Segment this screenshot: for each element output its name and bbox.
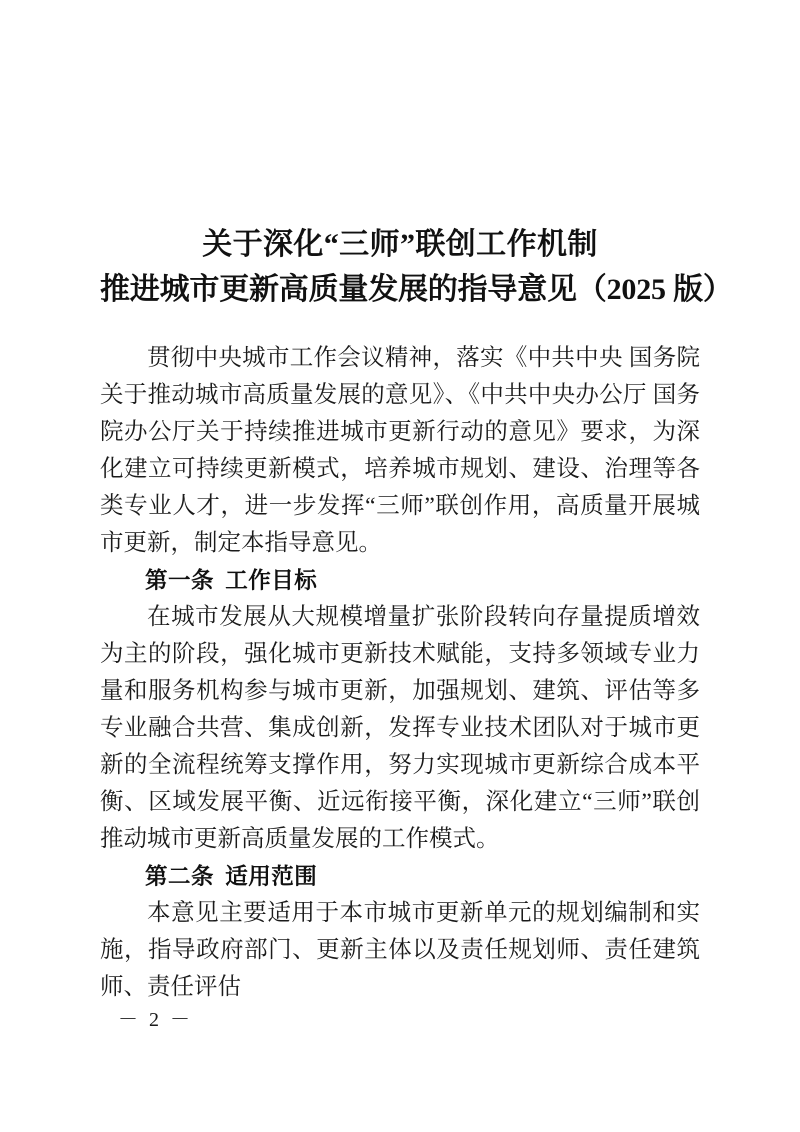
article-one-body: 在城市发展从大规模增量扩张阶段转向存量提质增效为主的阶段，强化城市更新技术赋能，支持多领域专业力量和服务机构参与城市更新，加强规划、建筑、评估等多专业融合共营、集成创新，发挥专业技术团队对于城市更新的全流程统筹支撑作用，努力实现城市更新综合成本平衡、区域发展平衡、近远衔接平衡，深化建立“三师”联创推动城市更新高质量发展的工作模式。 xyxy=(100,604,700,852)
article-two-number: 第二条 xyxy=(145,864,215,889)
article-one-heading xyxy=(100,562,700,599)
page-title xyxy=(100,0,733,312)
article-two-heading xyxy=(100,858,700,895)
article-one-number: 第一条 xyxy=(145,568,215,593)
article-two-body: 本意见主要适用于本市城市更新单元的规划编制和实施，指导政府部门、更新主体以及责任规划师、责任建筑师、责任评估 xyxy=(100,900,700,1000)
page-title-line-2: 推进城市更新高质量发展的指导意见（2025 版） xyxy=(100,273,733,306)
page-title-line-1: 关于深化“三师”联创工作机制 xyxy=(202,228,598,261)
document-content-column xyxy=(100,0,733,1006)
title-body-spacer xyxy=(100,312,700,340)
article-one-title: 工作目标 xyxy=(225,568,318,593)
page-number: － 2 － xyxy=(118,1009,193,1031)
article-two-title: 适用范围 xyxy=(225,864,318,889)
preamble-paragraph: 贯彻中央城市工作会议精神，落实《中共中央 国务院关于推动城市高质量发展的意见》、《中共中央办公厅 国务院办公厅关于持续推进城市更新行动的意见》要求，为深化建立可持续更新模式，培养城市规划、建设、治理等各类专业人才，进一步发挥“三师”联创作用，高质量开展城市更新，制定本指导意见。 xyxy=(100,345,700,556)
